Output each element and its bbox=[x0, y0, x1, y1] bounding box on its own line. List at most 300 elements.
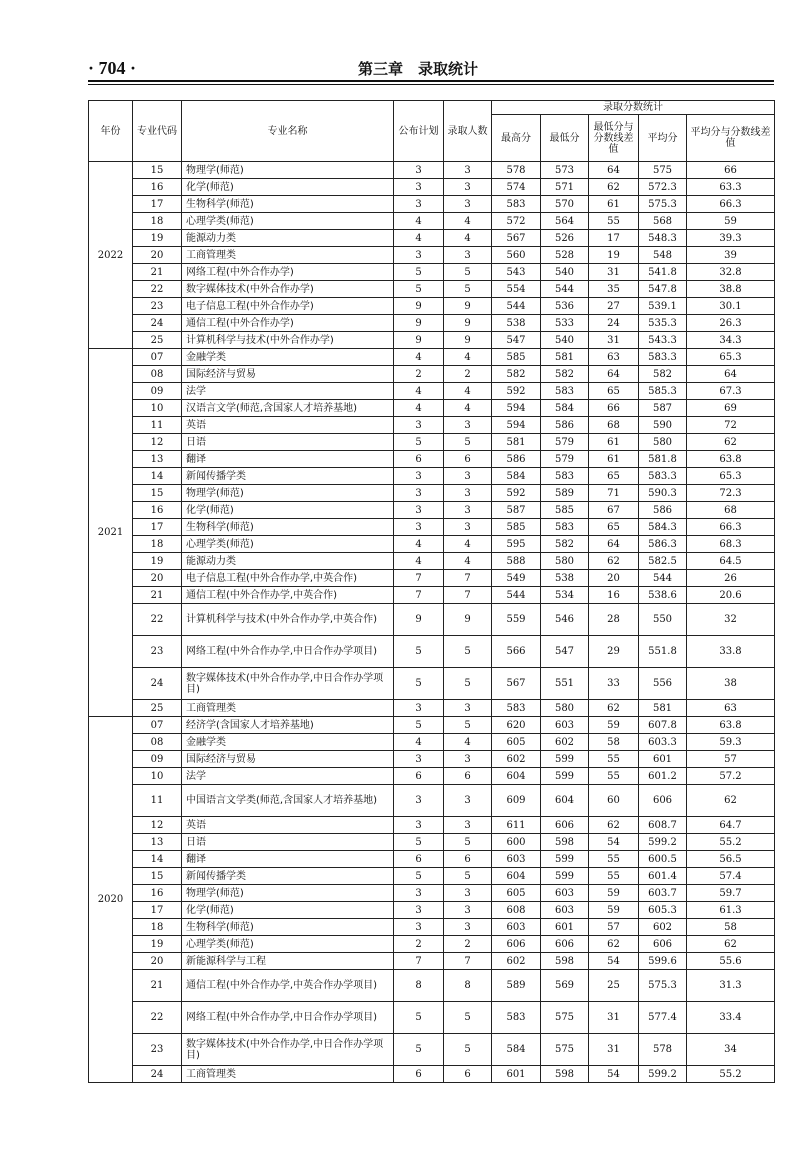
avg-diff-cell: 55.2 bbox=[687, 834, 775, 851]
code-cell: 20 bbox=[133, 247, 182, 264]
major-name-cell: 通信工程(中外合作办学,中英合作办学项目) bbox=[182, 970, 394, 1002]
min-cell: 598 bbox=[541, 1066, 589, 1083]
table-row bbox=[89, 332, 775, 349]
max-cell: 560 bbox=[492, 247, 541, 264]
avg-cell: 585.3 bbox=[639, 383, 687, 400]
code-cell: 17 bbox=[133, 902, 182, 919]
avg-diff-cell: 57.4 bbox=[687, 868, 775, 885]
avg-diff-cell: 68 bbox=[687, 502, 775, 519]
avg-diff-cell: 34 bbox=[687, 1034, 775, 1066]
major-name-cell: 电子信息工程(中外合作办学,中英合作) bbox=[182, 570, 394, 587]
table-row bbox=[89, 502, 775, 519]
plan-cell: 3 bbox=[394, 751, 444, 768]
table-row bbox=[89, 1002, 775, 1034]
table-row bbox=[89, 953, 775, 970]
min-diff-cell: 33 bbox=[589, 668, 639, 700]
min-diff-cell: 63 bbox=[589, 349, 639, 366]
avg-cell: 544 bbox=[639, 570, 687, 587]
code-cell: 14 bbox=[133, 468, 182, 485]
table-row bbox=[89, 349, 775, 366]
admitted-cell: 7 bbox=[444, 953, 492, 970]
major-name-cell: 翻译 bbox=[182, 851, 394, 868]
min-cell: 579 bbox=[541, 434, 589, 451]
major-name-cell: 新闻传播学类 bbox=[182, 868, 394, 885]
major-name-cell: 化学(师范) bbox=[182, 902, 394, 919]
min-diff-cell: 55 bbox=[589, 751, 639, 768]
col-header-admitted: 录取人数 bbox=[444, 101, 492, 162]
avg-cell: 603.7 bbox=[639, 885, 687, 902]
code-cell: 07 bbox=[133, 349, 182, 366]
max-cell: 566 bbox=[492, 636, 541, 668]
plan-cell: 2 bbox=[394, 936, 444, 953]
admitted-cell: 7 bbox=[444, 587, 492, 604]
table-row bbox=[89, 468, 775, 485]
code-cell: 15 bbox=[133, 868, 182, 885]
table-row bbox=[89, 213, 775, 230]
major-name-cell: 计算机科学与技术(中外合作办学) bbox=[182, 332, 394, 349]
min-diff-cell: 20 bbox=[589, 570, 639, 587]
min-diff-cell: 25 bbox=[589, 970, 639, 1002]
max-cell: 584 bbox=[492, 1034, 541, 1066]
plan-cell: 7 bbox=[394, 570, 444, 587]
code-cell: 11 bbox=[133, 417, 182, 434]
admitted-cell: 9 bbox=[444, 332, 492, 349]
min-diff-cell: 55 bbox=[589, 868, 639, 885]
plan-cell: 6 bbox=[394, 768, 444, 785]
avg-cell: 602 bbox=[639, 919, 687, 936]
min-diff-cell: 55 bbox=[589, 768, 639, 785]
table-row bbox=[89, 717, 775, 734]
min-diff-cell: 24 bbox=[589, 315, 639, 332]
min-diff-cell: 59 bbox=[589, 885, 639, 902]
min-cell: 573 bbox=[541, 162, 589, 179]
page-number: · 704 · bbox=[88, 58, 137, 78]
code-cell: 07 bbox=[133, 717, 182, 734]
max-cell: 584 bbox=[492, 468, 541, 485]
min-cell: 598 bbox=[541, 834, 589, 851]
min-diff-cell: 35 bbox=[589, 281, 639, 298]
max-cell: 574 bbox=[492, 179, 541, 196]
plan-cell: 3 bbox=[394, 247, 444, 264]
plan-cell: 5 bbox=[394, 264, 444, 281]
min-cell: 599 bbox=[541, 851, 589, 868]
avg-diff-cell: 32.8 bbox=[687, 264, 775, 281]
admitted-cell: 3 bbox=[444, 902, 492, 919]
max-cell: 594 bbox=[492, 417, 541, 434]
table-body bbox=[89, 162, 775, 1083]
year-cell: 2022 bbox=[89, 162, 133, 349]
table-row bbox=[89, 834, 775, 851]
avg-cell: 601.2 bbox=[639, 768, 687, 785]
avg-diff-cell: 31.3 bbox=[687, 970, 775, 1002]
plan-cell: 3 bbox=[394, 785, 444, 817]
max-cell: 567 bbox=[492, 668, 541, 700]
plan-cell: 4 bbox=[394, 383, 444, 400]
avg-cell: 587 bbox=[639, 400, 687, 417]
table-row bbox=[89, 434, 775, 451]
plan-cell: 4 bbox=[394, 213, 444, 230]
code-cell: 22 bbox=[133, 604, 182, 636]
table-row bbox=[89, 570, 775, 587]
major-name-cell: 网络工程(中外合作办学) bbox=[182, 264, 394, 281]
max-cell: 601 bbox=[492, 1066, 541, 1083]
avg-cell: 578 bbox=[639, 1034, 687, 1066]
avg-diff-cell: 65.3 bbox=[687, 349, 775, 366]
avg-diff-cell: 39 bbox=[687, 247, 775, 264]
table-row bbox=[89, 451, 775, 468]
max-cell: 609 bbox=[492, 785, 541, 817]
major-name-cell: 化学(师范) bbox=[182, 179, 394, 196]
avg-cell: 548.3 bbox=[639, 230, 687, 247]
plan-cell: 5 bbox=[394, 434, 444, 451]
admitted-cell: 5 bbox=[444, 1002, 492, 1034]
max-cell: 549 bbox=[492, 570, 541, 587]
max-cell: 605 bbox=[492, 885, 541, 902]
min-cell: 581 bbox=[541, 349, 589, 366]
min-diff-cell: 16 bbox=[589, 587, 639, 604]
avg-cell: 582 bbox=[639, 366, 687, 383]
avg-diff-cell: 55.6 bbox=[687, 953, 775, 970]
avg-cell: 548 bbox=[639, 247, 687, 264]
min-diff-cell: 27 bbox=[589, 298, 639, 315]
major-name-cell: 翻译 bbox=[182, 451, 394, 468]
avg-diff-cell: 72.3 bbox=[687, 485, 775, 502]
plan-cell: 5 bbox=[394, 1034, 444, 1066]
min-diff-cell: 61 bbox=[589, 451, 639, 468]
major-name-cell: 生物科学(师范) bbox=[182, 919, 394, 936]
code-cell: 17 bbox=[133, 519, 182, 536]
max-cell: 592 bbox=[492, 383, 541, 400]
max-cell: 581 bbox=[492, 434, 541, 451]
header-rule-thin bbox=[88, 84, 774, 85]
avg-diff-cell: 59 bbox=[687, 213, 775, 230]
admitted-cell: 3 bbox=[444, 519, 492, 536]
plan-cell: 4 bbox=[394, 349, 444, 366]
table-row bbox=[89, 668, 775, 700]
code-cell: 18 bbox=[133, 213, 182, 230]
table-row bbox=[89, 536, 775, 553]
plan-cell: 3 bbox=[394, 162, 444, 179]
code-cell: 20 bbox=[133, 570, 182, 587]
avg-cell: 556 bbox=[639, 668, 687, 700]
table-row bbox=[89, 734, 775, 751]
code-cell: 23 bbox=[133, 636, 182, 668]
code-cell: 13 bbox=[133, 451, 182, 468]
code-cell: 24 bbox=[133, 668, 182, 700]
avg-cell: 535.3 bbox=[639, 315, 687, 332]
min-diff-cell: 67 bbox=[589, 502, 639, 519]
max-cell: 588 bbox=[492, 553, 541, 570]
min-diff-cell: 62 bbox=[589, 700, 639, 717]
min-diff-cell: 64 bbox=[589, 366, 639, 383]
major-name-cell: 工商管理类 bbox=[182, 700, 394, 717]
table-row bbox=[89, 315, 775, 332]
major-name-cell: 英语 bbox=[182, 817, 394, 834]
col-header-name: 专业名称 bbox=[182, 101, 394, 162]
table-row bbox=[89, 817, 775, 834]
plan-cell: 4 bbox=[394, 734, 444, 751]
min-cell: 585 bbox=[541, 502, 589, 519]
code-cell: 17 bbox=[133, 196, 182, 213]
admitted-cell: 3 bbox=[444, 179, 492, 196]
avg-cell: 584.3 bbox=[639, 519, 687, 536]
avg-cell: 580 bbox=[639, 434, 687, 451]
min-diff-cell: 68 bbox=[589, 417, 639, 434]
admitted-cell: 2 bbox=[444, 936, 492, 953]
code-cell: 12 bbox=[133, 434, 182, 451]
avg-diff-cell: 63.8 bbox=[687, 717, 775, 734]
major-name-cell: 物理学(师范) bbox=[182, 885, 394, 902]
min-diff-cell: 66 bbox=[589, 400, 639, 417]
avg-diff-cell: 64 bbox=[687, 366, 775, 383]
min-diff-cell: 65 bbox=[589, 468, 639, 485]
admitted-cell: 2 bbox=[444, 366, 492, 383]
avg-cell: 541.8 bbox=[639, 264, 687, 281]
avg-cell: 601 bbox=[639, 751, 687, 768]
major-name-cell: 能源动力类 bbox=[182, 553, 394, 570]
avg-diff-cell: 63.8 bbox=[687, 451, 775, 468]
table-row bbox=[89, 247, 775, 264]
code-cell: 18 bbox=[133, 919, 182, 936]
admitted-cell: 3 bbox=[444, 196, 492, 213]
code-cell: 25 bbox=[133, 700, 182, 717]
min-cell: 544 bbox=[541, 281, 589, 298]
min-cell: 551 bbox=[541, 668, 589, 700]
min-diff-cell: 60 bbox=[589, 785, 639, 817]
plan-cell: 5 bbox=[394, 717, 444, 734]
min-diff-cell: 19 bbox=[589, 247, 639, 264]
admitted-cell: 4 bbox=[444, 383, 492, 400]
max-cell: 567 bbox=[492, 230, 541, 247]
admitted-cell: 4 bbox=[444, 734, 492, 751]
min-cell: 540 bbox=[541, 332, 589, 349]
header-rule bbox=[88, 80, 774, 82]
avg-diff-cell: 64.7 bbox=[687, 817, 775, 834]
code-cell: 13 bbox=[133, 834, 182, 851]
avg-diff-cell: 63 bbox=[687, 700, 775, 717]
avg-diff-cell: 57 bbox=[687, 751, 775, 768]
code-cell: 08 bbox=[133, 734, 182, 751]
plan-cell: 3 bbox=[394, 485, 444, 502]
table-row bbox=[89, 851, 775, 868]
admitted-cell: 8 bbox=[444, 970, 492, 1002]
plan-cell: 7 bbox=[394, 953, 444, 970]
major-name-cell: 生物科学(师范) bbox=[182, 196, 394, 213]
table-row bbox=[89, 902, 775, 919]
admitted-cell: 4 bbox=[444, 213, 492, 230]
code-cell: 16 bbox=[133, 179, 182, 196]
admitted-cell: 9 bbox=[444, 315, 492, 332]
avg-diff-cell: 57.2 bbox=[687, 768, 775, 785]
avg-diff-cell: 33.4 bbox=[687, 1002, 775, 1034]
table-row bbox=[89, 1034, 775, 1066]
avg-cell: 586 bbox=[639, 502, 687, 519]
avg-diff-cell: 59.3 bbox=[687, 734, 775, 751]
min-cell: 582 bbox=[541, 536, 589, 553]
table-row bbox=[89, 366, 775, 383]
admitted-cell: 9 bbox=[444, 604, 492, 636]
avg-cell: 601.4 bbox=[639, 868, 687, 885]
avg-cell: 568 bbox=[639, 213, 687, 230]
avg-cell: 583.3 bbox=[639, 349, 687, 366]
plan-cell: 5 bbox=[394, 1002, 444, 1034]
col-header-min: 最低分 bbox=[541, 115, 589, 162]
min-cell: 606 bbox=[541, 936, 589, 953]
admitted-cell: 3 bbox=[444, 885, 492, 902]
avg-diff-cell: 66.3 bbox=[687, 196, 775, 213]
code-cell: 24 bbox=[133, 1066, 182, 1083]
min-cell: 540 bbox=[541, 264, 589, 281]
table-row bbox=[89, 264, 775, 281]
min-diff-cell: 61 bbox=[589, 434, 639, 451]
min-diff-cell: 64 bbox=[589, 162, 639, 179]
code-cell: 24 bbox=[133, 315, 182, 332]
avg-diff-cell: 26.3 bbox=[687, 315, 775, 332]
avg-diff-cell: 62 bbox=[687, 785, 775, 817]
min-diff-cell: 57 bbox=[589, 919, 639, 936]
min-cell: 546 bbox=[541, 604, 589, 636]
code-cell: 22 bbox=[133, 281, 182, 298]
admitted-cell: 6 bbox=[444, 768, 492, 785]
plan-cell: 5 bbox=[394, 636, 444, 668]
col-header-avg: 平均分 bbox=[639, 115, 687, 162]
admitted-cell: 7 bbox=[444, 570, 492, 587]
max-cell: 586 bbox=[492, 451, 541, 468]
col-header-year: 年份 bbox=[89, 101, 133, 162]
min-cell: 601 bbox=[541, 919, 589, 936]
avg-diff-cell: 38 bbox=[687, 668, 775, 700]
admitted-cell: 4 bbox=[444, 349, 492, 366]
table-row bbox=[89, 751, 775, 768]
avg-cell: 606 bbox=[639, 785, 687, 817]
code-cell: 22 bbox=[133, 1002, 182, 1034]
admitted-cell: 5 bbox=[444, 434, 492, 451]
min-cell: 586 bbox=[541, 417, 589, 434]
max-cell: 585 bbox=[492, 349, 541, 366]
avg-diff-cell: 59.7 bbox=[687, 885, 775, 902]
plan-cell: 6 bbox=[394, 851, 444, 868]
min-diff-cell: 55 bbox=[589, 851, 639, 868]
avg-cell: 599.2 bbox=[639, 834, 687, 851]
major-name-cell: 心理学类(师范) bbox=[182, 936, 394, 953]
avg-cell: 605.3 bbox=[639, 902, 687, 919]
code-cell: 10 bbox=[133, 768, 182, 785]
min-cell: 584 bbox=[541, 400, 589, 417]
admitted-cell: 5 bbox=[444, 717, 492, 734]
avg-diff-cell: 58 bbox=[687, 919, 775, 936]
min-diff-cell: 54 bbox=[589, 834, 639, 851]
avg-cell: 575.3 bbox=[639, 970, 687, 1002]
min-cell: 526 bbox=[541, 230, 589, 247]
code-cell: 11 bbox=[133, 785, 182, 817]
plan-cell: 3 bbox=[394, 196, 444, 213]
major-name-cell: 法学 bbox=[182, 383, 394, 400]
major-name-cell: 中国语言文学类(师范,含国家人才培养基地) bbox=[182, 785, 394, 817]
admitted-cell: 3 bbox=[444, 417, 492, 434]
table-row bbox=[89, 970, 775, 1002]
major-name-cell: 心理学类(师范) bbox=[182, 536, 394, 553]
plan-cell: 4 bbox=[394, 400, 444, 417]
min-cell: 606 bbox=[541, 817, 589, 834]
admitted-cell: 5 bbox=[444, 636, 492, 668]
min-cell: 570 bbox=[541, 196, 589, 213]
admitted-cell: 5 bbox=[444, 834, 492, 851]
max-cell: 572 bbox=[492, 213, 541, 230]
min-cell: 582 bbox=[541, 366, 589, 383]
min-diff-cell: 31 bbox=[589, 1034, 639, 1066]
min-diff-cell: 59 bbox=[589, 902, 639, 919]
code-cell: 25 bbox=[133, 332, 182, 349]
major-name-cell: 国际经济与贸易 bbox=[182, 366, 394, 383]
major-name-cell: 物理学(师范) bbox=[182, 485, 394, 502]
table-row bbox=[89, 885, 775, 902]
avg-diff-cell: 66 bbox=[687, 162, 775, 179]
min-cell: 536 bbox=[541, 298, 589, 315]
table-row bbox=[89, 162, 775, 179]
table-row bbox=[89, 485, 775, 502]
major-name-cell: 数字媒体技术(中外合作办学,中日合作办学项目) bbox=[182, 668, 394, 700]
major-name-cell: 新能源科学与工程 bbox=[182, 953, 394, 970]
table-row bbox=[89, 936, 775, 953]
code-cell: 21 bbox=[133, 587, 182, 604]
max-cell: 602 bbox=[492, 751, 541, 768]
max-cell: 559 bbox=[492, 604, 541, 636]
table-row bbox=[89, 636, 775, 668]
min-cell: 538 bbox=[541, 570, 589, 587]
min-cell: 575 bbox=[541, 1034, 589, 1066]
min-cell: 598 bbox=[541, 953, 589, 970]
code-cell: 15 bbox=[133, 162, 182, 179]
code-cell: 21 bbox=[133, 970, 182, 1002]
major-name-cell: 物理学(师范) bbox=[182, 162, 394, 179]
code-cell: 14 bbox=[133, 851, 182, 868]
avg-cell: 577.4 bbox=[639, 1002, 687, 1034]
max-cell: 544 bbox=[492, 298, 541, 315]
admitted-cell: 3 bbox=[444, 919, 492, 936]
min-cell: 599 bbox=[541, 768, 589, 785]
table-row bbox=[89, 298, 775, 315]
admitted-cell: 3 bbox=[444, 751, 492, 768]
table-row bbox=[89, 768, 775, 785]
min-diff-cell: 31 bbox=[589, 332, 639, 349]
avg-diff-cell: 26 bbox=[687, 570, 775, 587]
plan-cell: 4 bbox=[394, 536, 444, 553]
admitted-cell: 5 bbox=[444, 1034, 492, 1066]
plan-cell: 3 bbox=[394, 919, 444, 936]
max-cell: 604 bbox=[492, 768, 541, 785]
min-diff-cell: 31 bbox=[589, 264, 639, 281]
avg-diff-cell: 67.3 bbox=[687, 383, 775, 400]
major-name-cell: 能源动力类 bbox=[182, 230, 394, 247]
min-diff-cell: 28 bbox=[589, 604, 639, 636]
min-diff-cell: 62 bbox=[589, 179, 639, 196]
admitted-cell: 3 bbox=[444, 502, 492, 519]
min-cell: 534 bbox=[541, 587, 589, 604]
plan-cell: 3 bbox=[394, 179, 444, 196]
avg-cell: 572.3 bbox=[639, 179, 687, 196]
admitted-cell: 5 bbox=[444, 281, 492, 298]
major-name-cell: 通信工程(中外合作办学,中英合作) bbox=[182, 587, 394, 604]
major-name-cell: 化学(师范) bbox=[182, 502, 394, 519]
min-diff-cell: 62 bbox=[589, 936, 639, 953]
avg-diff-cell: 20.6 bbox=[687, 587, 775, 604]
plan-cell: 5 bbox=[394, 868, 444, 885]
year-cell: 2021 bbox=[89, 349, 133, 717]
col-header-plan: 公布计划 bbox=[394, 101, 444, 162]
table-row bbox=[89, 1066, 775, 1083]
min-diff-cell: 17 bbox=[589, 230, 639, 247]
avg-cell: 575 bbox=[639, 162, 687, 179]
